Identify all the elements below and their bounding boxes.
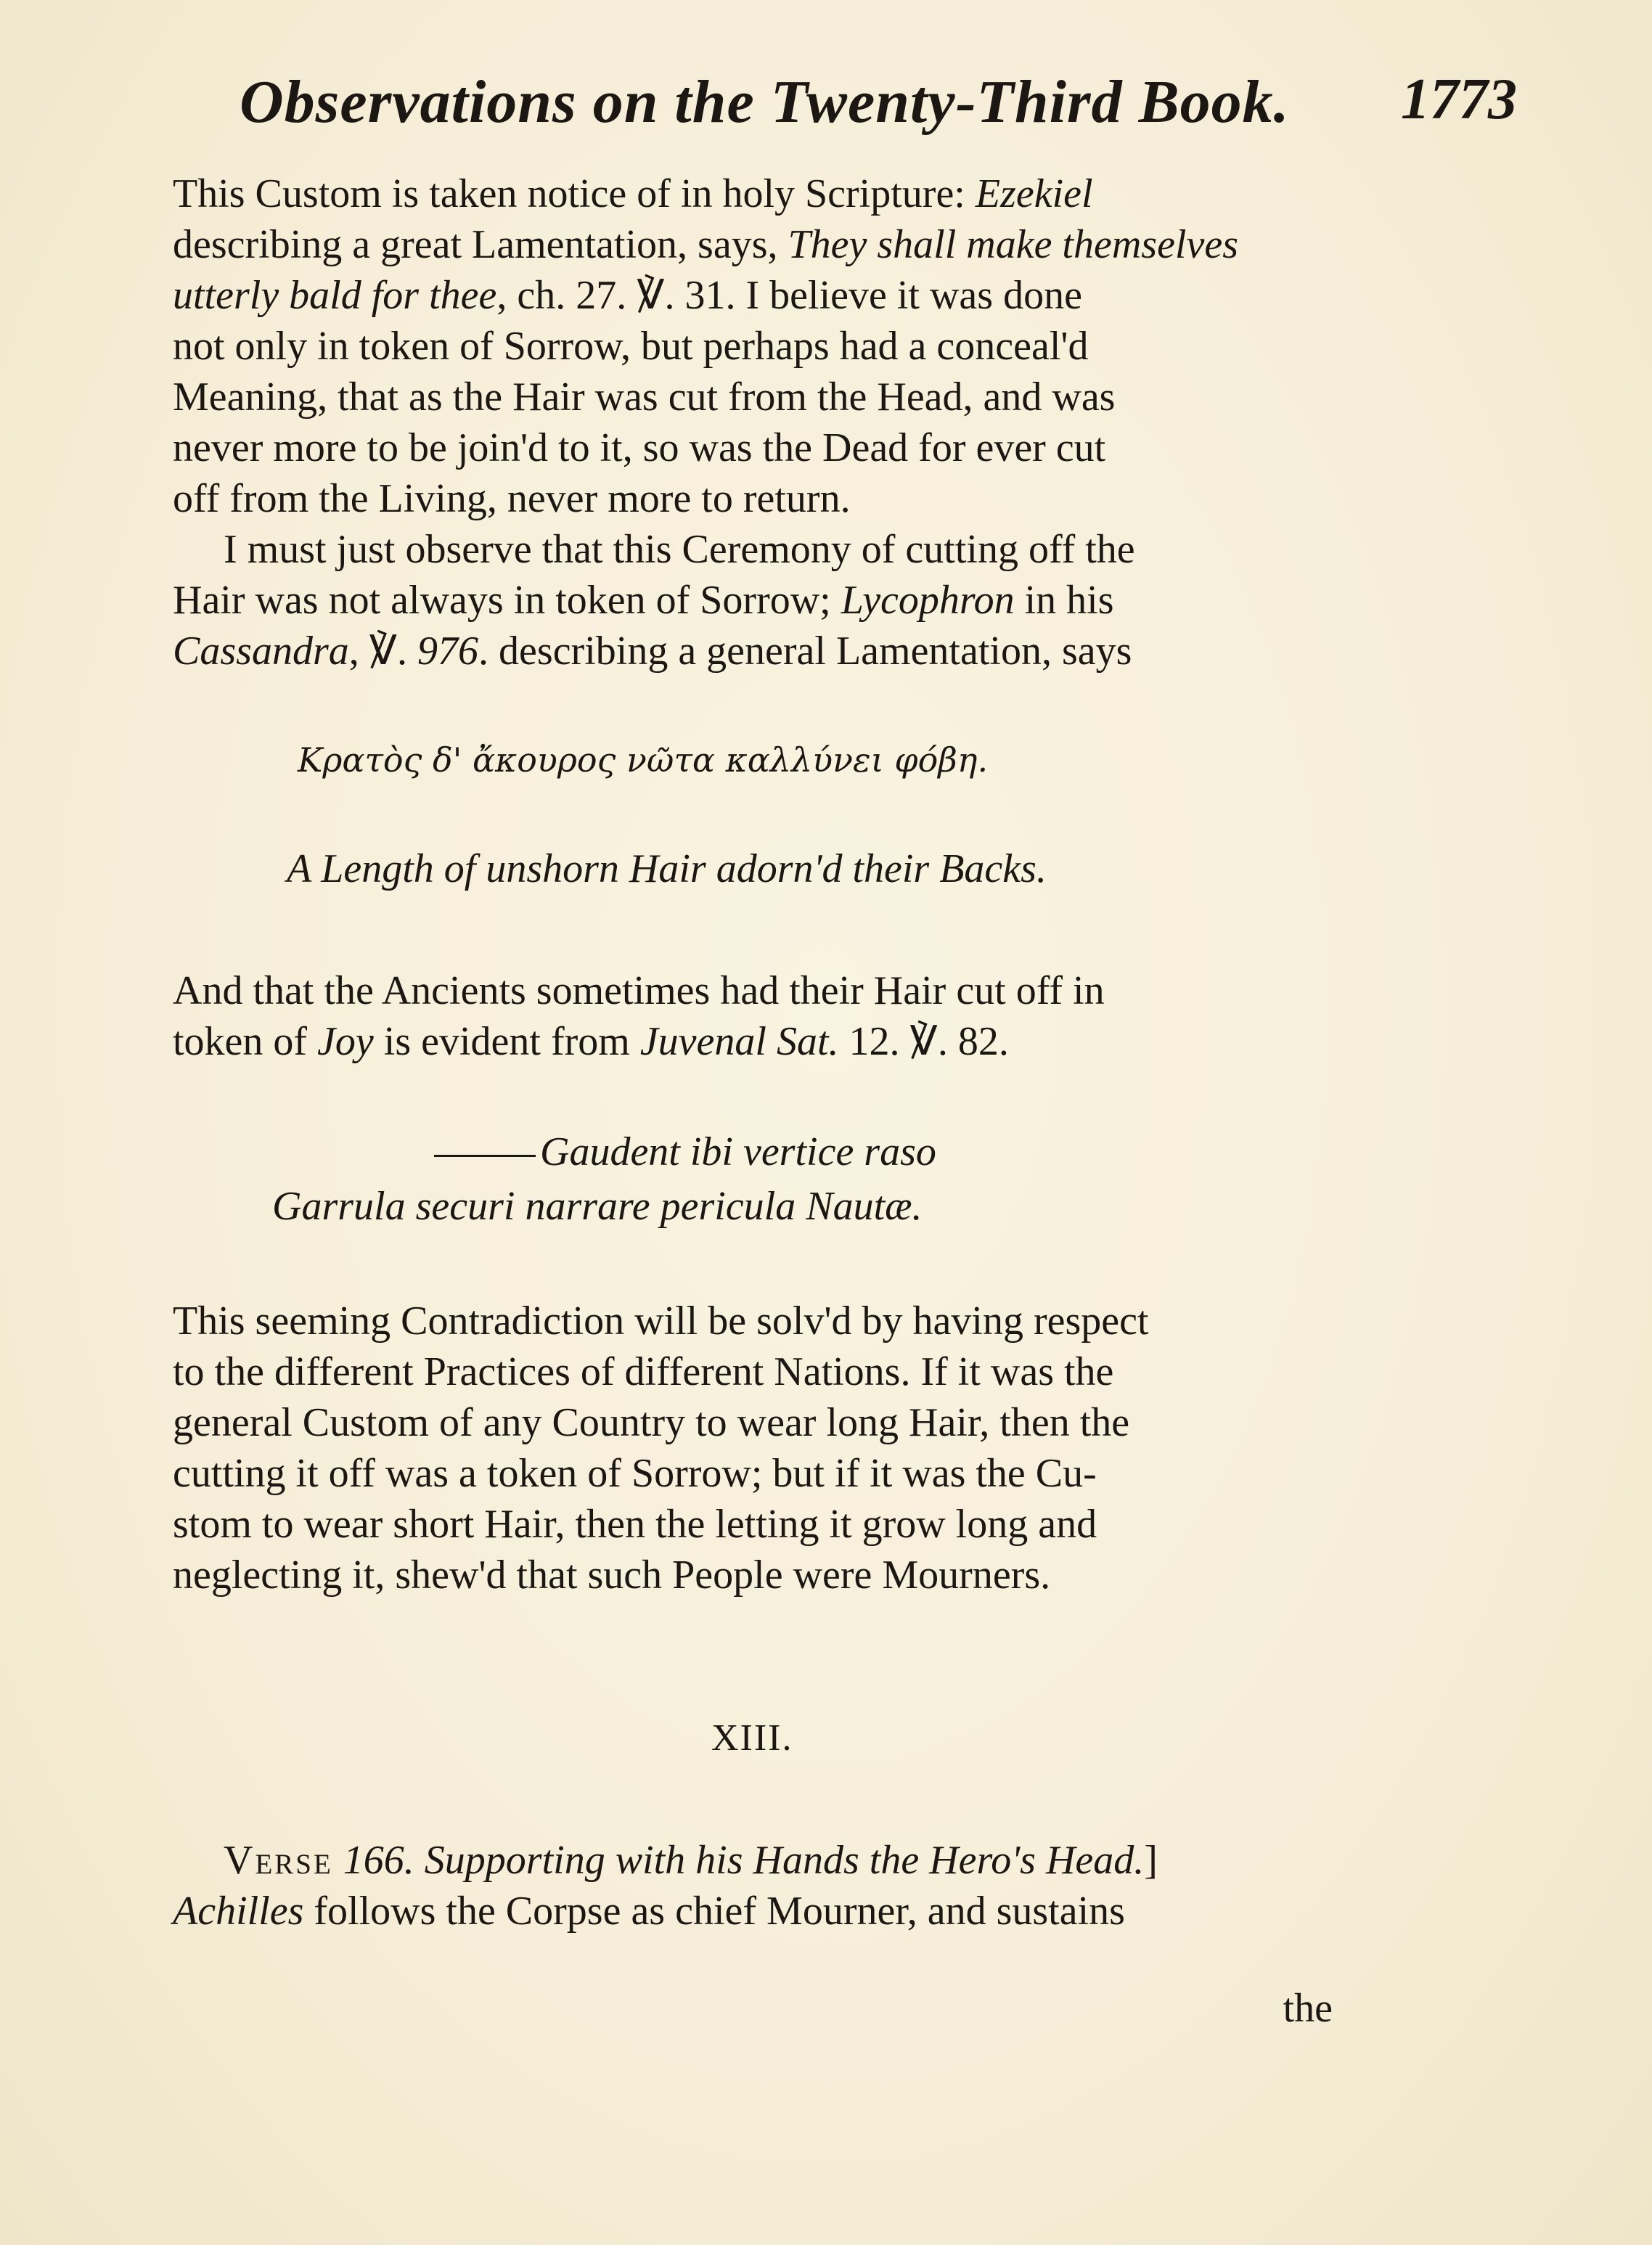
text-line: I must just observe that this Ceremony of cutting off the (224, 527, 1135, 572)
paragraph-5 (173, 1835, 1341, 1937)
latin-quote-line-2: Garrula securi narrare pericula Nautæ. (272, 1184, 923, 1229)
paragraph-1 (173, 168, 1341, 676)
page-number: 1773 (1401, 68, 1517, 131)
verse-quote: Supporting with his Hands the Hero's Head. (414, 1838, 1145, 1883)
text-run: Hair was not always in token of Sorrow; (173, 578, 841, 623)
greek-quotation: Κρατὸς δ' ἄκουρος νῶτα καλλύνει φόβη. (298, 740, 989, 780)
text-run: in his (1014, 578, 1114, 623)
text-line: Meaning, that as the Hair was cut from the Head, and was (173, 375, 1116, 420)
quotation-translation: A Length of unshorn Hair adorn'd their Backs. (287, 846, 1047, 891)
latin-text: Gaudent ibi vertice raso (540, 1129, 936, 1174)
italic-name: Lycophron (841, 578, 1015, 623)
text-line (173, 1886, 1341, 1937)
text-run: follows the Corpse as chief Mourner, and sustains (303, 1889, 1125, 1934)
text-line: not only in token of Sorrow, but perhaps had a conceal'd (173, 324, 1089, 369)
running-head: Observations on the Twenty-Third Book. (240, 68, 1290, 136)
text-line: never more to be join'd to it, so was the Dead for ever cut (173, 425, 1106, 470)
latin-quote-line-1 (434, 1129, 936, 1175)
paragraph-4 (173, 1296, 1341, 1600)
catchword: the (1283, 1986, 1333, 2031)
text-run: , ch. 27. ℣. 31. I believe it was done (496, 273, 1082, 318)
text-run: is evident from (373, 1019, 640, 1064)
text-line: And that the Ancients sometimes had their Hair cut off in (173, 968, 1105, 1013)
text-run: This Custom is taken notice of in holy Scripture: (173, 171, 976, 216)
verse-label: Verse (224, 1838, 333, 1883)
text-line (173, 575, 1341, 626)
italic-number: 976 (417, 629, 479, 674)
text-line (173, 1016, 1341, 1067)
text-line (173, 626, 1341, 676)
italic-name: Achilles (173, 1889, 304, 1934)
italic-quote: utterly bald for thee (173, 273, 497, 318)
text-line (173, 219, 1341, 270)
text-run: describing a great Lamentation, says, (173, 222, 788, 267)
italic-quote: They shall make themselves (788, 222, 1238, 267)
italic-name: Ezekiel (975, 171, 1093, 216)
text-line (173, 168, 1341, 219)
text-line (173, 270, 1341, 321)
italic-word: Joy (317, 1019, 374, 1064)
text-line: This seeming Contradiction will be solv'd by having respect (173, 1299, 1149, 1344)
text-line: off from the Living, never more to return. (173, 476, 851, 521)
text-line: to the different Practices of different Nations. If it was the (173, 1349, 1114, 1394)
section-heading: XIII. (711, 1717, 793, 1759)
bracket: ] (1144, 1838, 1158, 1883)
page-header (240, 58, 1517, 145)
text-line: neglecting it, shew'd that such People were Mourners. (173, 1553, 1051, 1598)
text-line: stom to wear short Hair, then the letting it grow long and (173, 1502, 1097, 1547)
em-dash-rule (434, 1155, 536, 1157)
text-run: . describing a general Lamentation, says (478, 629, 1132, 674)
text-run: 12. ℣. 82. (838, 1019, 1009, 1064)
text-run: , ℣. (348, 629, 418, 674)
text-line: cutting it off was a token of Sorrow; but if it was the Cu- (173, 1451, 1097, 1496)
paragraph-3 (173, 965, 1341, 1067)
text-line: general Custom of any Country to wear long Hair, then the (173, 1400, 1130, 1445)
verse-number: 166. (332, 1838, 414, 1883)
italic-name: Cassandra (173, 629, 349, 674)
italic-reference: Juvenal Sat. (639, 1019, 839, 1064)
text-line (173, 1835, 1341, 1886)
text-run: token of (173, 1019, 318, 1064)
